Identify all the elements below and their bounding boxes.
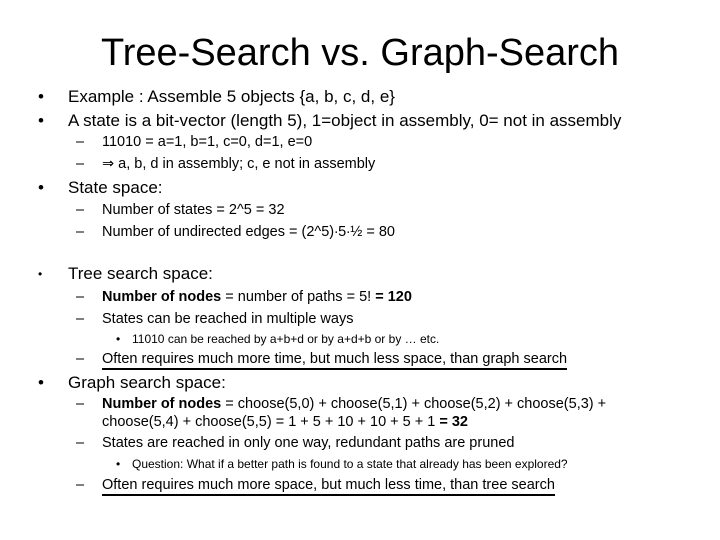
bullet-state: A state is a bit-vector (length 5), 1=object in assembly, 0= not in assembly (68, 111, 622, 130)
bullet-marker: • (38, 111, 44, 130)
ss-sub1: Number of states = 2^5 = 32 (102, 202, 285, 218)
dash-marker: – (76, 435, 85, 451)
bullet-marker: • (38, 267, 43, 281)
graph-sub1 (102, 395, 606, 414)
graph-sub1-end: = 32 (439, 414, 468, 430)
dash-marker: – (76, 351, 85, 367)
tree-sub4-text: Often requires much more time, but much less space, than graph search (102, 351, 567, 370)
dash-marker: – (76, 396, 85, 412)
dash-marker: – (76, 224, 85, 240)
bullet-state-space: State space: (68, 178, 163, 197)
dash-marker: – (76, 477, 85, 493)
tree-sub1-end: = 120 (375, 289, 412, 305)
tree-sub1 (102, 288, 412, 307)
graph-sub1-line2: choose(5,4) + choose(5,5) = 1 + 5 + 10 + 10 + 5 + 1 (102, 414, 440, 430)
bullet-marker: • (38, 87, 44, 106)
bullet-graph: Graph search space: (68, 373, 226, 392)
graph-sub2: States are reached in only one way, redundant paths are pruned (102, 435, 515, 451)
tree-sub1-bold: Number of nodes (102, 289, 222, 305)
graph-sub1-cont (102, 413, 468, 432)
graph-sub3: Question: What if a better path is found to a state that already has been explored? (132, 457, 568, 471)
dash-marker: – (76, 311, 85, 327)
ss-sub2: Number of undirected edges = (2^5)∙5∙½ = 80 (102, 224, 395, 240)
state-sub1: 11010 = a=1, b=1, c=0, d=1, e=0 (102, 134, 313, 150)
graph-sub4-text: Often requires much more space, but much less time, than tree search (102, 477, 555, 496)
tree-sub2: States can be reached in multiple ways (102, 311, 354, 327)
tree-sub1-mid: = number of paths = 5! (221, 289, 376, 305)
sub-bullet-marker: • (116, 332, 121, 346)
dash-marker: – (76, 289, 85, 305)
state-sub2: ⇒ a, b, d in assembly; c, e not in assembly (102, 156, 376, 172)
bullet-example: Example : Assemble 5 objects {a, b, c, d, e} (68, 87, 395, 106)
tree-sub3: 11010 can be reached by a+b+d or by a+d+b or by … etc. (132, 332, 440, 346)
graph-sub1-rest: = choose(5,0) + choose(5,1) + choose(5,2) + choose(5,3) + (221, 396, 607, 412)
dash-marker: – (76, 156, 85, 172)
bullet-marker: • (38, 373, 44, 392)
slide-title: Tree-Search vs. Graph-Search (100, 32, 620, 74)
graph-sub1-bold: Number of nodes (102, 396, 222, 412)
graph-sub4 (102, 476, 555, 495)
bullet-tree: Tree search space: (68, 264, 213, 283)
dash-marker: – (76, 202, 85, 218)
dash-marker: – (76, 134, 85, 150)
bullet-marker: • (38, 178, 44, 197)
sub-bullet-marker: • (116, 457, 121, 471)
tree-sub4 (102, 350, 567, 369)
